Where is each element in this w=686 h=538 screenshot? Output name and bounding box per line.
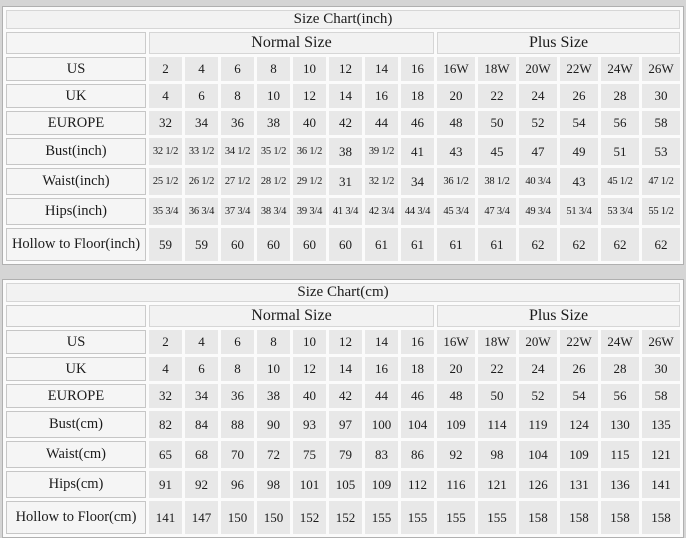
data-cell: 150 [257,501,290,534]
data-cell: 49 3/4 [519,198,557,225]
data-cell: 121 [642,441,680,468]
data-cell: 47 [519,138,557,165]
data-cell: 14 [329,84,362,108]
data-cell: 75 [293,441,326,468]
row-label: UK [6,357,146,381]
size-chart-cm-table [2,279,684,538]
data-cell: 24W [601,330,639,354]
data-cell: 48 [437,111,475,135]
table-title: Size Chart(cm) [6,283,680,302]
data-cell: 59 [185,228,218,261]
data-cell: 25 1/2 [149,168,182,195]
data-cell: 158 [642,501,680,534]
data-cell: 109 [560,441,598,468]
table-row [6,111,680,135]
data-cell: 45 [478,138,516,165]
data-cell: 44 [365,384,398,408]
data-cell: 29 1/2 [293,168,326,195]
data-cell: 30 [642,357,680,381]
data-cell: 131 [560,471,598,498]
table-row [6,384,680,408]
data-cell: 86 [401,441,434,468]
row-label: EUROPE [6,384,146,408]
data-cell: 36 [221,384,254,408]
data-cell: 62 [601,228,639,261]
data-cell: 20W [519,330,557,354]
row-label: Waist(inch) [6,168,146,195]
data-cell: 34 1/2 [221,138,254,165]
data-cell: 4 [185,330,218,354]
data-cell: 70 [221,441,254,468]
data-cell: 88 [221,411,254,438]
data-cell: 40 3/4 [519,168,557,195]
data-cell: 31 [329,168,362,195]
data-cell: 109 [437,411,475,438]
data-cell: 46 [401,111,434,135]
data-cell: 83 [365,441,398,468]
data-cell: 61 [478,228,516,261]
data-cell: 84 [185,411,218,438]
data-cell: 28 [601,84,639,108]
data-cell: 72 [257,441,290,468]
data-cell: 60 [221,228,254,261]
data-cell: 114 [478,411,516,438]
data-cell: 16 [401,57,434,81]
data-cell: 92 [185,471,218,498]
data-cell: 53 3/4 [601,198,639,225]
size-chart-cm-body [6,330,680,534]
data-cell: 152 [293,501,326,534]
data-cell: 27 1/2 [221,168,254,195]
row-label: US [6,330,146,354]
data-cell: 116 [437,471,475,498]
data-cell: 36 [221,111,254,135]
data-cell: 35 3/4 [149,198,182,225]
title-row [6,10,680,29]
data-cell: 51 [601,138,639,165]
data-cell: 16 [365,357,398,381]
data-cell: 38 1/2 [478,168,516,195]
data-cell: 121 [478,471,516,498]
data-cell: 22W [560,330,598,354]
data-cell: 60 [329,228,362,261]
corner-cell [6,305,146,327]
data-cell: 115 [601,441,639,468]
data-cell: 97 [329,411,362,438]
data-cell: 58 [642,111,680,135]
row-label: Bust(cm) [6,411,146,438]
data-cell: 37 3/4 [221,198,254,225]
data-cell: 48 [437,384,475,408]
data-cell: 62 [642,228,680,261]
data-cell: 104 [401,411,434,438]
data-cell: 24 [519,357,557,381]
data-cell: 6 [221,57,254,81]
data-cell: 105 [329,471,362,498]
data-cell: 14 [365,57,398,81]
group-header-row [6,305,680,327]
data-cell: 28 1/2 [257,168,290,195]
data-cell: 158 [601,501,639,534]
data-cell: 24W [601,57,639,81]
data-cell: 104 [519,441,557,468]
data-cell: 112 [401,471,434,498]
data-cell: 68 [185,441,218,468]
table-row [6,57,680,81]
data-cell: 18W [478,330,516,354]
data-cell: 82 [149,411,182,438]
data-cell: 32 1/2 [365,168,398,195]
data-cell: 51 3/4 [560,198,598,225]
row-label: EUROPE [6,111,146,135]
table-row [6,228,680,261]
table-title: Size Chart(inch) [6,10,680,29]
data-cell: 14 [365,330,398,354]
row-label: Hips(cm) [6,471,146,498]
data-cell: 101 [293,471,326,498]
data-cell: 12 [293,357,326,381]
data-cell: 22 [478,357,516,381]
data-cell: 26W [642,57,680,81]
data-cell: 36 1/2 [437,168,475,195]
data-cell: 155 [365,501,398,534]
data-cell: 98 [257,471,290,498]
data-cell: 12 [329,57,362,81]
data-cell: 53 [642,138,680,165]
data-cell: 50 [478,384,516,408]
data-cell: 147 [185,501,218,534]
data-cell: 35 1/2 [257,138,290,165]
data-cell: 22W [560,57,598,81]
data-cell: 60 [257,228,290,261]
data-cell: 32 [149,384,182,408]
data-cell: 14 [329,357,362,381]
data-cell: 40 [293,384,326,408]
data-cell: 38 [257,384,290,408]
data-cell: 40 [293,111,326,135]
data-cell: 90 [257,411,290,438]
data-cell: 38 [329,138,362,165]
data-cell: 43 [437,138,475,165]
data-cell: 16 [365,84,398,108]
data-cell: 10 [257,357,290,381]
data-cell: 41 [401,138,434,165]
data-cell: 39 1/2 [365,138,398,165]
data-cell: 59 [149,228,182,261]
data-cell: 22 [478,84,516,108]
table-row [6,138,680,165]
normal-size-header: Normal Size [149,32,434,54]
data-cell: 92 [437,441,475,468]
data-cell: 39 3/4 [293,198,326,225]
table-row [6,501,680,534]
data-cell: 26W [642,330,680,354]
data-cell: 126 [519,471,557,498]
row-label: UK [6,84,146,108]
data-cell: 12 [329,330,362,354]
normal-size-header: Normal Size [149,305,434,327]
data-cell: 155 [437,501,475,534]
row-label: Hips(inch) [6,198,146,225]
data-cell: 6 [221,330,254,354]
data-cell: 41 3/4 [329,198,362,225]
data-cell: 30 [642,84,680,108]
row-label: Hollow to Floor(cm) [6,501,146,534]
data-cell: 24 [519,84,557,108]
data-cell: 96 [221,471,254,498]
data-cell: 32 [149,111,182,135]
data-cell: 52 [519,384,557,408]
data-cell: 47 1/2 [642,168,680,195]
row-label: Waist(cm) [6,441,146,468]
table-row [6,84,680,108]
corner-cell [6,32,146,54]
data-cell: 18 [401,84,434,108]
data-cell: 12 [293,84,326,108]
data-cell: 6 [185,357,218,381]
data-cell: 124 [560,411,598,438]
data-cell: 47 3/4 [478,198,516,225]
data-cell: 43 [560,168,598,195]
data-cell: 91 [149,471,182,498]
data-cell: 65 [149,441,182,468]
size-chart-inch-table [2,6,684,265]
data-cell: 26 [560,84,598,108]
data-cell: 4 [185,57,218,81]
data-cell: 18W [478,57,516,81]
data-cell: 61 [365,228,398,261]
data-cell: 44 [365,111,398,135]
data-cell: 62 [560,228,598,261]
data-cell: 6 [185,84,218,108]
table-row [6,168,680,195]
data-cell: 61 [437,228,475,261]
data-cell: 93 [293,411,326,438]
data-cell: 28 [601,357,639,381]
data-cell: 8 [221,84,254,108]
data-cell: 10 [293,330,326,354]
data-cell: 60 [293,228,326,261]
data-cell: 18 [401,357,434,381]
data-cell: 55 1/2 [642,198,680,225]
data-cell: 141 [642,471,680,498]
data-cell: 45 1/2 [601,168,639,195]
data-cell: 20 [437,84,475,108]
data-cell: 136 [601,471,639,498]
data-cell: 42 [329,384,362,408]
data-cell: 26 [560,357,598,381]
row-label: Hollow to Floor(inch) [6,228,146,261]
table-row [6,471,680,498]
data-cell: 16W [437,330,475,354]
data-cell: 152 [329,501,362,534]
data-cell: 38 3/4 [257,198,290,225]
data-cell: 158 [519,501,557,534]
table-row [6,198,680,225]
data-cell: 42 [329,111,362,135]
data-cell: 62 [519,228,557,261]
data-cell: 42 3/4 [365,198,398,225]
data-cell: 155 [401,501,434,534]
data-cell: 46 [401,384,434,408]
data-cell: 32 1/2 [149,138,182,165]
data-cell: 119 [519,411,557,438]
data-cell: 20W [519,57,557,81]
data-cell: 58 [642,384,680,408]
data-cell: 36 3/4 [185,198,218,225]
data-cell: 38 [257,111,290,135]
data-cell: 52 [519,111,557,135]
plus-size-header: Plus Size [437,305,680,327]
table-row [6,411,680,438]
data-cell: 150 [221,501,254,534]
data-cell: 45 3/4 [437,198,475,225]
data-cell: 56 [601,111,639,135]
data-cell: 135 [642,411,680,438]
data-cell: 141 [149,501,182,534]
data-cell: 8 [257,57,290,81]
table-row [6,330,680,354]
data-cell: 50 [478,111,516,135]
data-cell: 8 [257,330,290,354]
data-cell: 16W [437,57,475,81]
table-row [6,357,680,381]
data-cell: 2 [149,57,182,81]
data-cell: 34 [401,168,434,195]
data-cell: 4 [149,357,182,381]
data-cell: 4 [149,84,182,108]
data-cell: 61 [401,228,434,261]
data-cell: 109 [365,471,398,498]
data-cell: 155 [478,501,516,534]
plus-size-header: Plus Size [437,32,680,54]
data-cell: 8 [221,357,254,381]
data-cell: 56 [601,384,639,408]
data-cell: 44 3/4 [401,198,434,225]
data-cell: 98 [478,441,516,468]
size-chart-inch-body [6,57,680,261]
data-cell: 20 [437,357,475,381]
data-cell: 130 [601,411,639,438]
data-cell: 49 [560,138,598,165]
data-cell: 158 [560,501,598,534]
data-cell: 10 [257,84,290,108]
data-cell: 54 [560,384,598,408]
group-header-row [6,32,680,54]
row-label: Bust(inch) [6,138,146,165]
row-label: US [6,57,146,81]
data-cell: 16 [401,330,434,354]
data-cell: 10 [293,57,326,81]
data-cell: 33 1/2 [185,138,218,165]
data-cell: 79 [329,441,362,468]
title-row [6,283,680,302]
data-cell: 100 [365,411,398,438]
data-cell: 54 [560,111,598,135]
data-cell: 36 1/2 [293,138,326,165]
data-cell: 34 [185,384,218,408]
table-row [6,441,680,468]
data-cell: 34 [185,111,218,135]
data-cell: 2 [149,330,182,354]
data-cell: 26 1/2 [185,168,218,195]
